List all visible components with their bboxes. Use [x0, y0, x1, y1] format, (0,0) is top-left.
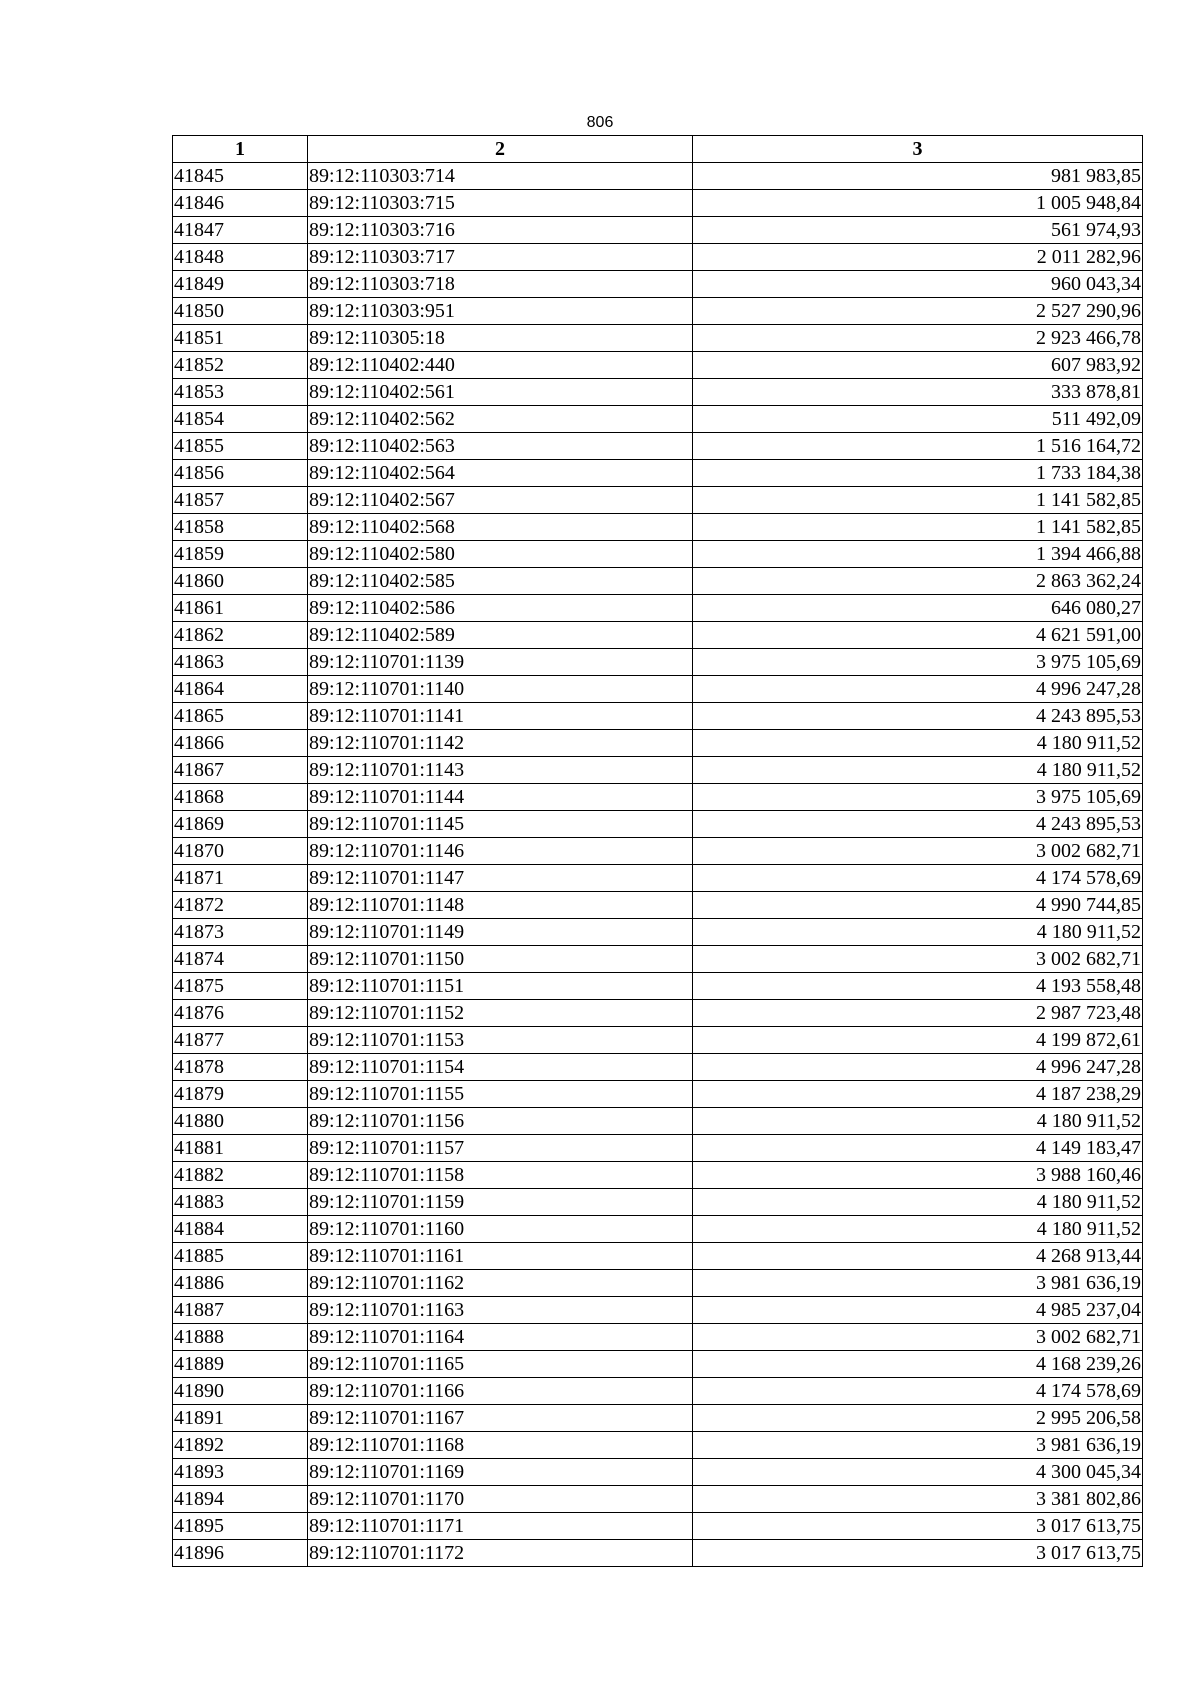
cadastral-number-cell: 89:12:110303:716 — [308, 217, 693, 244]
table-row — [173, 244, 1143, 271]
table-row — [173, 892, 1143, 919]
cadastral-value-cell: 2 527 290,96 — [693, 298, 1143, 325]
table-row — [173, 1243, 1143, 1270]
table-row — [173, 1000, 1143, 1027]
row-number-cell: 41865 — [173, 703, 308, 730]
row-number-cell: 41891 — [173, 1405, 308, 1432]
cadastral-number-cell: 89:12:110701:1139 — [308, 649, 693, 676]
cadastral-value-cell: 4 180 911,52 — [693, 730, 1143, 757]
row-number-cell: 41857 — [173, 487, 308, 514]
row-number-cell: 41869 — [173, 811, 308, 838]
cadastral-value-cell: 4 180 911,52 — [693, 757, 1143, 784]
table-row — [173, 1189, 1143, 1216]
cadastral-value-cell: 2 987 723,48 — [693, 1000, 1143, 1027]
table-row — [173, 865, 1143, 892]
cadastral-number-cell: 89:12:110701:1165 — [308, 1351, 693, 1378]
table-row — [173, 622, 1143, 649]
row-number-cell: 41893 — [173, 1459, 308, 1486]
cadastral-value-cell: 1 733 184,38 — [693, 460, 1143, 487]
table-body — [173, 163, 1143, 1567]
table-row — [173, 352, 1143, 379]
cadastral-number-cell: 89:12:110701:1157 — [308, 1135, 693, 1162]
row-number-cell: 41876 — [173, 1000, 308, 1027]
row-number-cell: 41856 — [173, 460, 308, 487]
row-number-cell: 41847 — [173, 217, 308, 244]
cadastral-number-cell: 89:12:110701:1167 — [308, 1405, 693, 1432]
row-number-cell: 41851 — [173, 325, 308, 352]
cadastral-number-cell: 89:12:110402:586 — [308, 595, 693, 622]
cadastral-value-cell: 561 974,93 — [693, 217, 1143, 244]
table-row — [173, 163, 1143, 190]
cadastral-value-cell: 607 983,92 — [693, 352, 1143, 379]
row-number-cell: 41885 — [173, 1243, 308, 1270]
cadastral-value-cell: 3 017 613,75 — [693, 1540, 1143, 1567]
cadastral-number-cell: 89:12:110402:568 — [308, 514, 693, 541]
row-number-cell: 41890 — [173, 1378, 308, 1405]
row-number-cell: 41884 — [173, 1216, 308, 1243]
column-header-3: 3 — [693, 136, 1143, 163]
cadastral-value-cell: 2 923 466,78 — [693, 325, 1143, 352]
cadastral-number-cell: 89:12:110303:951 — [308, 298, 693, 325]
cadastral-number-cell: 89:12:110701:1152 — [308, 1000, 693, 1027]
table-row — [173, 1081, 1143, 1108]
cadastral-value-cell: 4 996 247,28 — [693, 1054, 1143, 1081]
row-number-cell: 41845 — [173, 163, 308, 190]
table-row — [173, 568, 1143, 595]
table-row — [173, 919, 1143, 946]
row-number-cell: 41859 — [173, 541, 308, 568]
cadastral-value-cell: 2 863 362,24 — [693, 568, 1143, 595]
table-row — [173, 190, 1143, 217]
table-row — [173, 487, 1143, 514]
cadastral-value-cell: 4 180 911,52 — [693, 919, 1143, 946]
cadastral-number-cell: 89:12:110701:1162 — [308, 1270, 693, 1297]
cadastral-number-cell: 89:12:110701:1172 — [308, 1540, 693, 1567]
row-number-cell: 41854 — [173, 406, 308, 433]
table-row — [173, 217, 1143, 244]
row-number-cell: 41895 — [173, 1513, 308, 1540]
cadastral-value-cell: 4 300 045,34 — [693, 1459, 1143, 1486]
cadastral-value-cell: 3 975 105,69 — [693, 784, 1143, 811]
table-row — [173, 406, 1143, 433]
table-row — [173, 1027, 1143, 1054]
row-number-cell: 41894 — [173, 1486, 308, 1513]
cadastral-number-cell: 89:12:110303:714 — [308, 163, 693, 190]
cadastral-number-cell: 89:12:110701:1153 — [308, 1027, 693, 1054]
row-number-cell: 41882 — [173, 1162, 308, 1189]
row-number-cell: 41864 — [173, 676, 308, 703]
cadastral-number-cell: 89:12:110701:1140 — [308, 676, 693, 703]
table-row — [173, 730, 1143, 757]
cadastral-number-cell: 89:12:110402:585 — [308, 568, 693, 595]
cadastral-number-cell: 89:12:110402:440 — [308, 352, 693, 379]
cadastral-value-cell: 2 995 206,58 — [693, 1405, 1143, 1432]
table-row — [173, 1108, 1143, 1135]
cadastral-number-cell: 89:12:110701:1142 — [308, 730, 693, 757]
cadastral-number-cell: 89:12:110701:1164 — [308, 1324, 693, 1351]
table-row — [173, 1054, 1143, 1081]
cadastral-value-cell: 4 268 913,44 — [693, 1243, 1143, 1270]
table-row — [173, 1432, 1143, 1459]
cadastral-value-cell: 4 996 247,28 — [693, 676, 1143, 703]
cadastral-value-cell: 3 002 682,71 — [693, 1324, 1143, 1351]
table-row — [173, 298, 1143, 325]
cadastral-value-cell: 3 017 613,75 — [693, 1513, 1143, 1540]
cadastral-value-cell: 981 983,85 — [693, 163, 1143, 190]
table-header-row — [173, 136, 1143, 163]
table-row — [173, 1270, 1143, 1297]
cadastral-value-cell: 960 043,34 — [693, 271, 1143, 298]
column-header-1: 1 — [173, 136, 308, 163]
cadastral-number-cell: 89:12:110701:1171 — [308, 1513, 693, 1540]
cadastral-value-cell: 511 492,09 — [693, 406, 1143, 433]
cadastral-value-cell: 4 985 237,04 — [693, 1297, 1143, 1324]
cadastral-value-cell: 4 243 895,53 — [693, 703, 1143, 730]
table-row — [173, 1324, 1143, 1351]
cadastral-value-cell: 4 193 558,48 — [693, 973, 1143, 1000]
cadastral-number-cell: 89:12:110701:1147 — [308, 865, 693, 892]
table-row — [173, 1351, 1143, 1378]
table-row — [173, 541, 1143, 568]
table-row — [173, 460, 1143, 487]
cadastral-value-cell: 2 011 282,96 — [693, 244, 1143, 271]
cadastral-value-cell: 4 199 872,61 — [693, 1027, 1143, 1054]
cadastral-value-cell: 4 621 591,00 — [693, 622, 1143, 649]
table-row — [173, 1378, 1143, 1405]
row-number-cell: 41870 — [173, 838, 308, 865]
row-number-cell: 41868 — [173, 784, 308, 811]
cadastral-number-cell: 89:12:110701:1151 — [308, 973, 693, 1000]
cadastral-value-cell: 1 141 582,85 — [693, 487, 1143, 514]
row-number-cell: 41855 — [173, 433, 308, 460]
cadastral-number-cell: 89:12:110402:589 — [308, 622, 693, 649]
cadastral-value-cell: 4 168 239,26 — [693, 1351, 1143, 1378]
cadastral-number-cell: 89:12:110303:717 — [308, 244, 693, 271]
cadastral-value-cell: 4 187 238,29 — [693, 1081, 1143, 1108]
row-number-cell: 41867 — [173, 757, 308, 784]
cadastral-value-table — [172, 135, 1143, 1567]
cadastral-number-cell: 89:12:110402:562 — [308, 406, 693, 433]
cadastral-value-cell: 3 002 682,71 — [693, 838, 1143, 865]
table-row — [173, 1297, 1143, 1324]
row-number-cell: 41875 — [173, 973, 308, 1000]
table-row — [173, 676, 1143, 703]
cadastral-number-cell: 89:12:110701:1145 — [308, 811, 693, 838]
page-number: 806 — [586, 114, 614, 131]
table-row — [173, 271, 1143, 298]
column-header-2: 2 — [308, 136, 693, 163]
cadastral-number-cell: 89:12:110701:1159 — [308, 1189, 693, 1216]
table-row — [173, 1162, 1143, 1189]
cadastral-number-cell: 89:12:110701:1160 — [308, 1216, 693, 1243]
cadastral-number-cell: 89:12:110701:1163 — [308, 1297, 693, 1324]
cadastral-number-cell: 89:12:110402:564 — [308, 460, 693, 487]
table-row — [173, 946, 1143, 973]
cadastral-number-cell: 89:12:110701:1143 — [308, 757, 693, 784]
cadastral-value-cell: 4 180 911,52 — [693, 1189, 1143, 1216]
row-number-cell: 41848 — [173, 244, 308, 271]
table-row — [173, 838, 1143, 865]
cadastral-number-cell: 89:12:110701:1166 — [308, 1378, 693, 1405]
cadastral-value-cell: 3 981 636,19 — [693, 1270, 1143, 1297]
cadastral-number-cell: 89:12:110701:1149 — [308, 919, 693, 946]
cadastral-value-cell: 4 174 578,69 — [693, 865, 1143, 892]
table-row — [173, 595, 1143, 622]
cadastral-number-cell: 89:12:110303:718 — [308, 271, 693, 298]
table-row — [173, 325, 1143, 352]
cadastral-number-cell: 89:12:110402:561 — [308, 379, 693, 406]
row-number-cell: 41852 — [173, 352, 308, 379]
row-number-cell: 41863 — [173, 649, 308, 676]
cadastral-number-cell: 89:12:110701:1144 — [308, 784, 693, 811]
row-number-cell: 41889 — [173, 1351, 308, 1378]
row-number-cell: 41881 — [173, 1135, 308, 1162]
cadastral-number-cell: 89:12:110701:1158 — [308, 1162, 693, 1189]
row-number-cell: 41858 — [173, 514, 308, 541]
cadastral-number-cell: 89:12:110402:567 — [308, 487, 693, 514]
row-number-cell: 41872 — [173, 892, 308, 919]
row-number-cell: 41883 — [173, 1189, 308, 1216]
cadastral-number-cell: 89:12:110701:1155 — [308, 1081, 693, 1108]
table-row — [173, 784, 1143, 811]
cadastral-value-cell: 3 981 636,19 — [693, 1432, 1143, 1459]
cadastral-value-cell: 1 005 948,84 — [693, 190, 1143, 217]
cadastral-value-cell: 1 394 466,88 — [693, 541, 1143, 568]
table-row — [173, 1135, 1143, 1162]
table-row — [173, 1405, 1143, 1432]
row-number-cell: 41862 — [173, 622, 308, 649]
table-row — [173, 514, 1143, 541]
row-number-cell: 41877 — [173, 1027, 308, 1054]
cadastral-number-cell: 89:12:110701:1168 — [308, 1432, 693, 1459]
row-number-cell: 41888 — [173, 1324, 308, 1351]
table-row — [173, 1486, 1143, 1513]
row-number-cell: 41861 — [173, 595, 308, 622]
table-row — [173, 1216, 1143, 1243]
row-number-cell: 41878 — [173, 1054, 308, 1081]
table-row — [173, 973, 1143, 1000]
row-number-cell: 41849 — [173, 271, 308, 298]
table-row — [173, 757, 1143, 784]
table-row — [173, 703, 1143, 730]
table-row — [173, 433, 1143, 460]
cadastral-value-cell: 333 878,81 — [693, 379, 1143, 406]
table-row — [173, 1459, 1143, 1486]
row-number-cell: 41887 — [173, 1297, 308, 1324]
cadastral-value-cell: 3 381 802,86 — [693, 1486, 1143, 1513]
cadastral-number-cell: 89:12:110701:1146 — [308, 838, 693, 865]
cadastral-number-cell: 89:12:110701:1154 — [308, 1054, 693, 1081]
cadastral-number-cell: 89:12:110701:1161 — [308, 1243, 693, 1270]
cadastral-value-cell: 4 180 911,52 — [693, 1216, 1143, 1243]
table-row — [173, 1513, 1143, 1540]
row-number-cell: 41871 — [173, 865, 308, 892]
cadastral-value-cell: 646 080,27 — [693, 595, 1143, 622]
row-number-cell: 41850 — [173, 298, 308, 325]
table-row — [173, 379, 1143, 406]
row-number-cell: 41880 — [173, 1108, 308, 1135]
cadastral-number-cell: 89:12:110701:1150 — [308, 946, 693, 973]
table-row — [173, 811, 1143, 838]
table-row — [173, 649, 1143, 676]
row-number-cell: 41853 — [173, 379, 308, 406]
cadastral-value-cell: 1 516 164,72 — [693, 433, 1143, 460]
cadastral-value-cell: 3 002 682,71 — [693, 946, 1143, 973]
cadastral-value-cell: 4 180 911,52 — [693, 1108, 1143, 1135]
row-number-cell: 41886 — [173, 1270, 308, 1297]
cadastral-number-cell: 89:12:110402:580 — [308, 541, 693, 568]
cadastral-number-cell: 89:12:110402:563 — [308, 433, 693, 460]
cadastral-number-cell: 89:12:110701:1169 — [308, 1459, 693, 1486]
row-number-cell: 41873 — [173, 919, 308, 946]
cadastral-value-cell: 3 975 105,69 — [693, 649, 1143, 676]
cadastral-value-cell: 3 988 160,46 — [693, 1162, 1143, 1189]
cadastral-value-cell: 4 243 895,53 — [693, 811, 1143, 838]
row-number-cell: 41892 — [173, 1432, 308, 1459]
cadastral-number-cell: 89:12:110303:715 — [308, 190, 693, 217]
cadastral-number-cell: 89:12:110701:1156 — [308, 1108, 693, 1135]
cadastral-value-cell: 4 149 183,47 — [693, 1135, 1143, 1162]
row-number-cell: 41866 — [173, 730, 308, 757]
row-number-cell: 41879 — [173, 1081, 308, 1108]
row-number-cell: 41846 — [173, 190, 308, 217]
row-number-cell: 41896 — [173, 1540, 308, 1567]
cadastral-number-cell: 89:12:110701:1148 — [308, 892, 693, 919]
cadastral-number-cell: 89:12:110701:1170 — [308, 1486, 693, 1513]
cadastral-value-cell: 4 990 744,85 — [693, 892, 1143, 919]
cadastral-number-cell: 89:12:110305:18 — [308, 325, 693, 352]
cadastral-value-cell: 4 174 578,69 — [693, 1378, 1143, 1405]
cadastral-number-cell: 89:12:110701:1141 — [308, 703, 693, 730]
table-row — [173, 1540, 1143, 1567]
row-number-cell: 41874 — [173, 946, 308, 973]
cadastral-value-cell: 1 141 582,85 — [693, 514, 1143, 541]
row-number-cell: 41860 — [173, 568, 308, 595]
